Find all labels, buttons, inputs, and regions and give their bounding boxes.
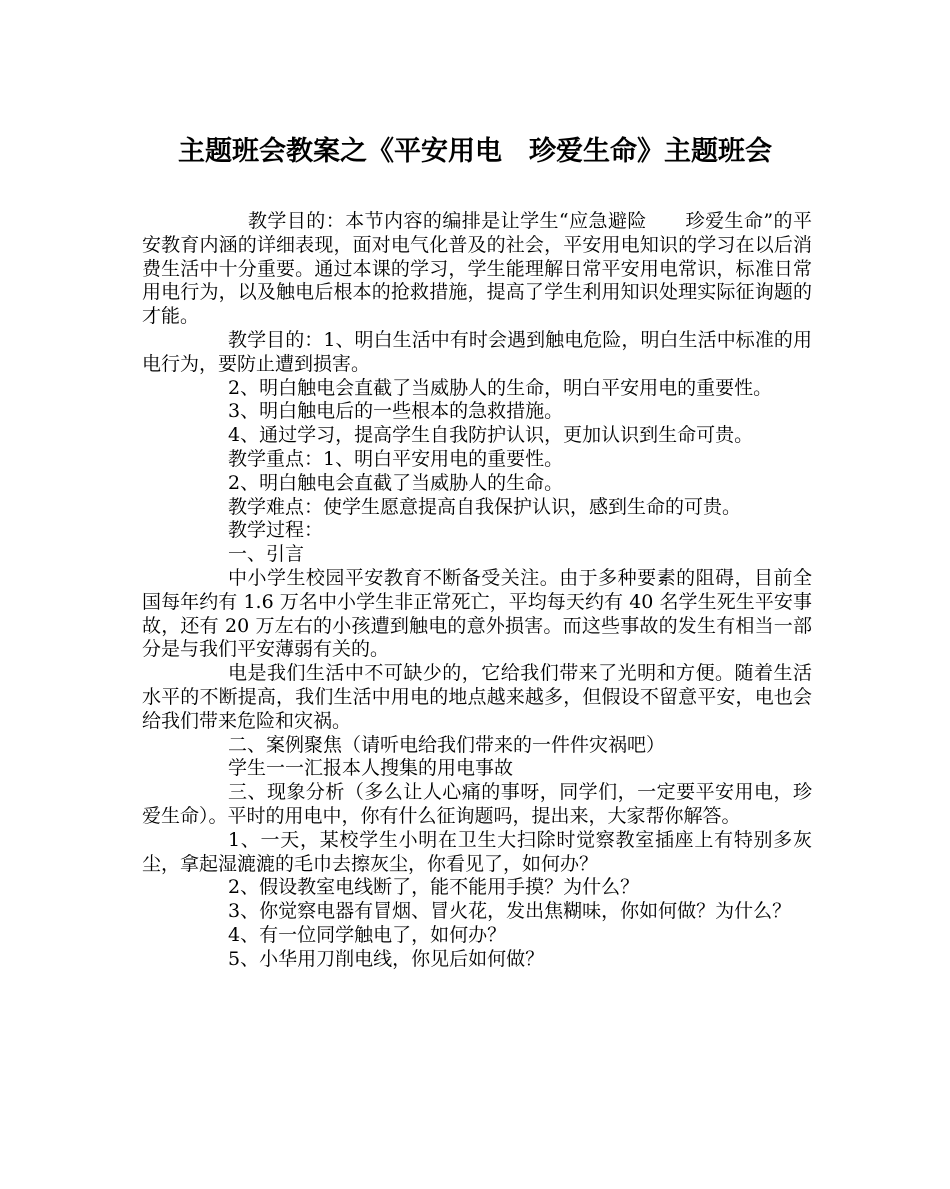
paragraph-teaching-purpose-intro: 教学目的：本节内容的编排是让学生“应急避险 珍爱生命”的平安教育内涵的详细表现，面对电气化普及的社会，平安用电知识的学习在以后消费生活中十分重要。通过本课的学习，学生能理解日常平安用电常识，标准日常用电行为，以及触电后根本的抢救措施，提高了学生利用知识处理实际征询题的才能。 — [142, 210, 812, 328]
paragraph-teaching-goal-1: 教学目的：1、明白生活中有时会遇到触电危险，明白生活中标准的用电行为，要防止遭到损害。 — [142, 328, 812, 375]
paragraph-difficulty: 教学难点：使学生愿意提高自我保护认识，感到生命的可贵。 — [228, 495, 742, 518]
paragraph-student-reports: 学生一一汇报本人搜集的用电事故 — [228, 757, 514, 780]
paragraph-key-point-1: 教学重点：1、明白平安用电的重要性。 — [228, 447, 564, 470]
document-body — [142, 210, 812, 972]
paragraph-section-introduction: 一、引言 — [228, 543, 305, 566]
paragraph-question-1: 1、一天，某校学生小明在卫生大扫除时觉察教室插座上有特别多灰尘，拿起湿漉漉的毛巾去擦灰尘，你看见了，如何办？ — [142, 828, 812, 875]
paragraph-process-heading: 教学过程： — [228, 519, 324, 542]
paragraph-question-2: 2、假设教室电线断了，能不能用手摸？为什么？ — [228, 876, 640, 899]
document-title: 主题班会教案之《平安用电 珍爱生命》主题班会 — [178, 136, 772, 167]
paragraph-teaching-goal-4: 4、通过学习，提高学生自我防护认识，更加认识到生命可贵。 — [228, 424, 754, 447]
paragraph-question-4: 4、有一位同学触电了，如何办？ — [228, 923, 507, 946]
paragraph-section-analysis: 三、现象分析（多么让人心痛的事呀，同学们，一定要平安用电，珍爱生命）。平时的用电中，你有什么征询题吗，提出来，大家帮你解答。 — [142, 781, 812, 827]
paragraph-question-3: 3、你觉察电器有冒烟、冒火花，发出焦糊味，你如何做？为什么？ — [228, 900, 792, 923]
paragraph-teaching-goal-2: 2、明白触电会直截了当威胁人的生命，明白平安用电的重要性。 — [228, 376, 773, 399]
paragraph-section-case-focus: 二、案例聚焦（请听电给我们带来的一件件灾祸吧） — [228, 733, 666, 756]
paragraph-key-point-2: 2、明白触电会直截了当威胁人的生命。 — [228, 471, 564, 494]
paragraph-electricity-importance: 电是我们生活中不可缺少的，它给我们带来了光明和方便。随着生活水平的不断提高，我们生活中用电的地点越来越多，但假设不留意平安，电也会给我们带来危险和灾祸。 — [142, 662, 812, 732]
paragraph-safety-statistics: 中小学生校园平安教育不断备受关注。由于多种要素的阻碍，目前全国每年约有 1.6 万名中小学生非正常死亡，平均每天约有 40 名学生死生平安事故，还有 20 万左右的小孩遭到触电的意外损害。而这些事故的发生有相当一部分是与我们平安薄弱有关的。 — [142, 566, 812, 661]
paragraph-teaching-goal-3: 3、明白触电后的一些根本的急救措施。 — [228, 400, 564, 423]
paragraph-question-5: 5、小华用刀削电线，你见后如何做？ — [228, 947, 545, 970]
